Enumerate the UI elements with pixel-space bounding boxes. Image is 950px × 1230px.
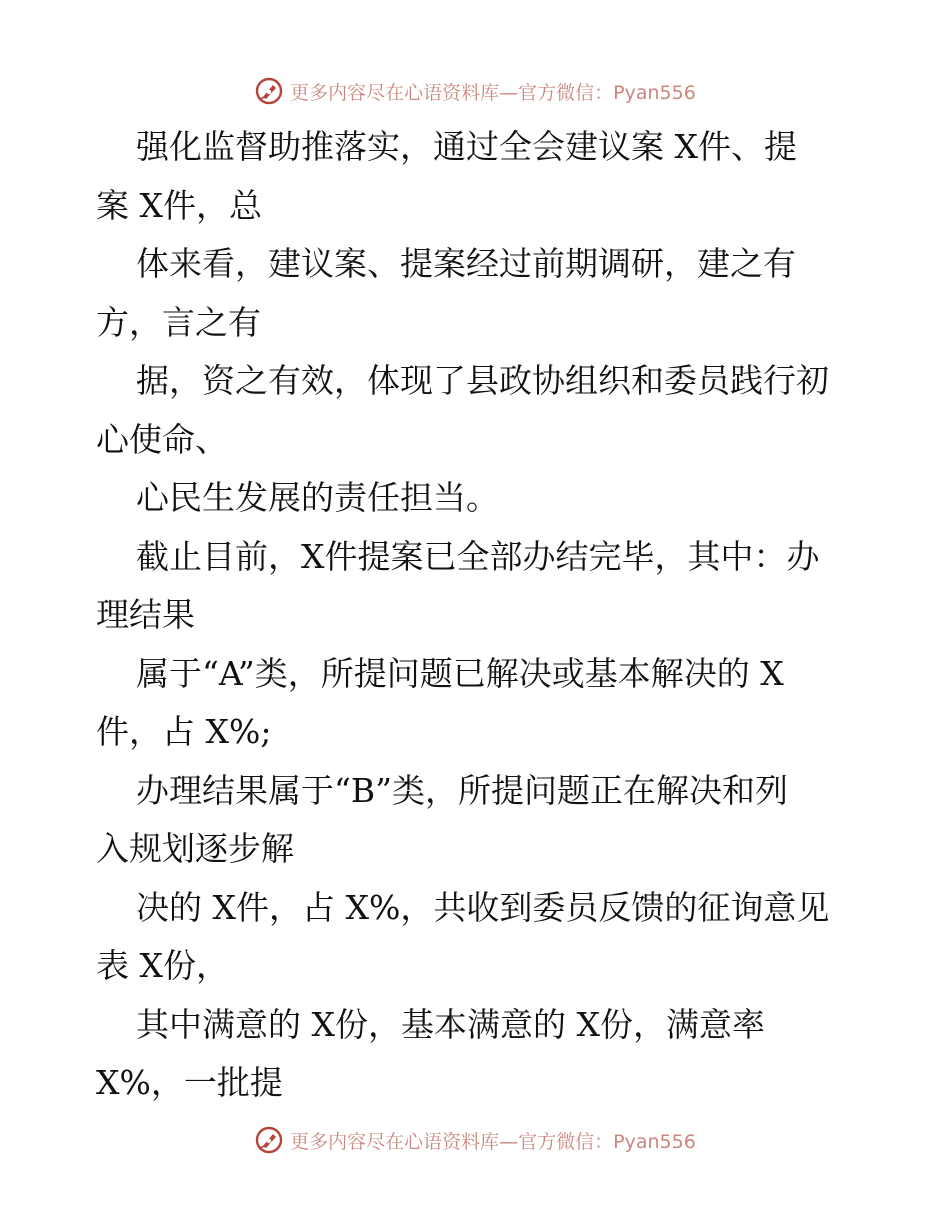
text-line: 件，占 X%; xyxy=(96,712,272,751)
watermark-main-text: 更多内容尽在心语资料库 xyxy=(290,1130,500,1153)
text-line: 心使命、 xyxy=(96,419,228,459)
document-body xyxy=(96,118,856,1113)
text-line: 案 X件，总 xyxy=(96,185,262,225)
watermark-separator: — xyxy=(499,1130,519,1153)
text-line: 强化监督助推落实，通过全会建议案 X件、提 xyxy=(136,127,797,166)
text-line: 体来看，建议案、提案经过前期调研，建之有 xyxy=(136,244,796,283)
watermark-contact-text: 官方微信：Pyan556 xyxy=(518,1130,696,1153)
pen-nib-circle-icon xyxy=(254,1125,284,1155)
text-line: 理结果 xyxy=(96,595,195,634)
text-line: 办理结果属于“B”类，所提问题正在解决和列 xyxy=(136,770,788,810)
watermark-main-text: 更多内容尽在心语资料库 xyxy=(290,81,500,104)
footer-watermark xyxy=(0,1120,950,1160)
text-line: 其中满意的 X份，基本满意的 X份，满意率 xyxy=(136,1004,765,1044)
pen-nib-circle-icon xyxy=(254,76,284,106)
text-line: X%，一批提 xyxy=(96,1063,283,1102)
watermark-separator: — xyxy=(499,81,519,104)
text-line: 入规划逐步解 xyxy=(96,829,294,868)
text-line: 决的 X件，占 X%，共收到委员反馈的征询意见 xyxy=(136,887,830,927)
text-line: 心民生发展的责任担当。 xyxy=(136,478,499,517)
header-watermark xyxy=(0,71,950,111)
text-line: 方，言之有 xyxy=(96,302,261,342)
text-line: 据，资之有效，体现了县政协组织和委员践行初 xyxy=(136,361,829,400)
watermark-contact-text: 官方微信：Pyan556 xyxy=(518,81,696,104)
text-line: 表 X份， xyxy=(96,946,229,985)
text-line: 截止目前，X件提案已全部办结完毕，其中：办 xyxy=(136,536,820,576)
text-line: 属于“A”类，所提问题已解决或基本解决的 X xyxy=(136,653,784,693)
